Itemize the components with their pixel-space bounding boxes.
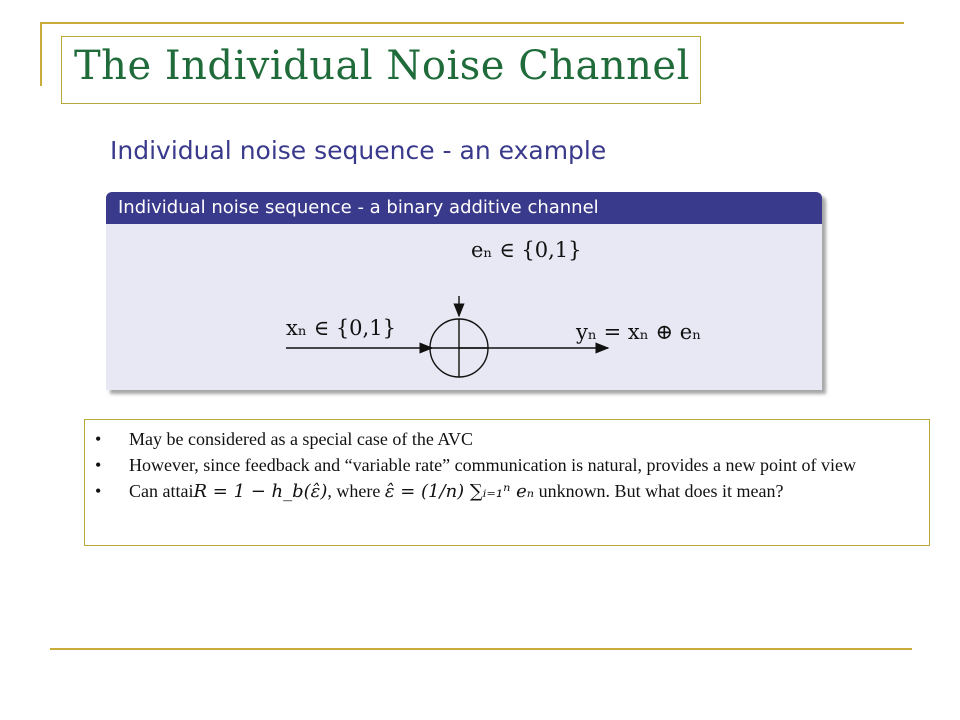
bullet-dot: • bbox=[95, 429, 102, 449]
bullet-item-1 bbox=[85, 426, 929, 452]
slide-subtitle: Individual noise sequence - an example bbox=[110, 136, 607, 165]
decor-bottom-line bbox=[50, 648, 912, 650]
bullet-item-2 bbox=[85, 452, 929, 478]
block-body bbox=[106, 224, 822, 390]
bullet-item-3 bbox=[85, 478, 929, 505]
channel-block bbox=[106, 192, 822, 390]
bullet-box bbox=[84, 419, 930, 546]
input-label: xₙ ∈ {0,1} bbox=[286, 316, 396, 340]
rate-formula: R = 1 − h_b(ε̂) bbox=[193, 481, 328, 502]
channel-diagram bbox=[106, 224, 822, 390]
epsilon-formula: ε̂ = (1/n) ∑ᵢ₌₁ⁿ eₙ bbox=[384, 481, 535, 502]
bullet-dot: • bbox=[95, 455, 102, 475]
block-header: Individual noise sequence - a binary additive channel bbox=[106, 192, 822, 224]
bullet-text-1: May be considered as a special case of the AVC bbox=[129, 429, 474, 449]
bullet-text-3b: , where bbox=[327, 481, 381, 501]
bullet-text-3c: unknown. But what does it mean? bbox=[538, 481, 784, 501]
title-box bbox=[61, 36, 701, 104]
noise-label: eₙ ∈ {0,1} bbox=[471, 238, 582, 262]
bullet-text-3a: Can attai bbox=[129, 481, 194, 501]
decor-top-line bbox=[40, 22, 904, 24]
bullet-dot: • bbox=[95, 481, 102, 501]
decor-left-line bbox=[40, 22, 42, 86]
bullet-text-2: However, since feedback and “variable rate” communication is natural, provides a new point of view bbox=[129, 455, 856, 475]
output-label: yₙ = xₙ ⊕ eₙ bbox=[576, 320, 702, 344]
slide-title: The Individual Noise Channel bbox=[74, 43, 690, 89]
